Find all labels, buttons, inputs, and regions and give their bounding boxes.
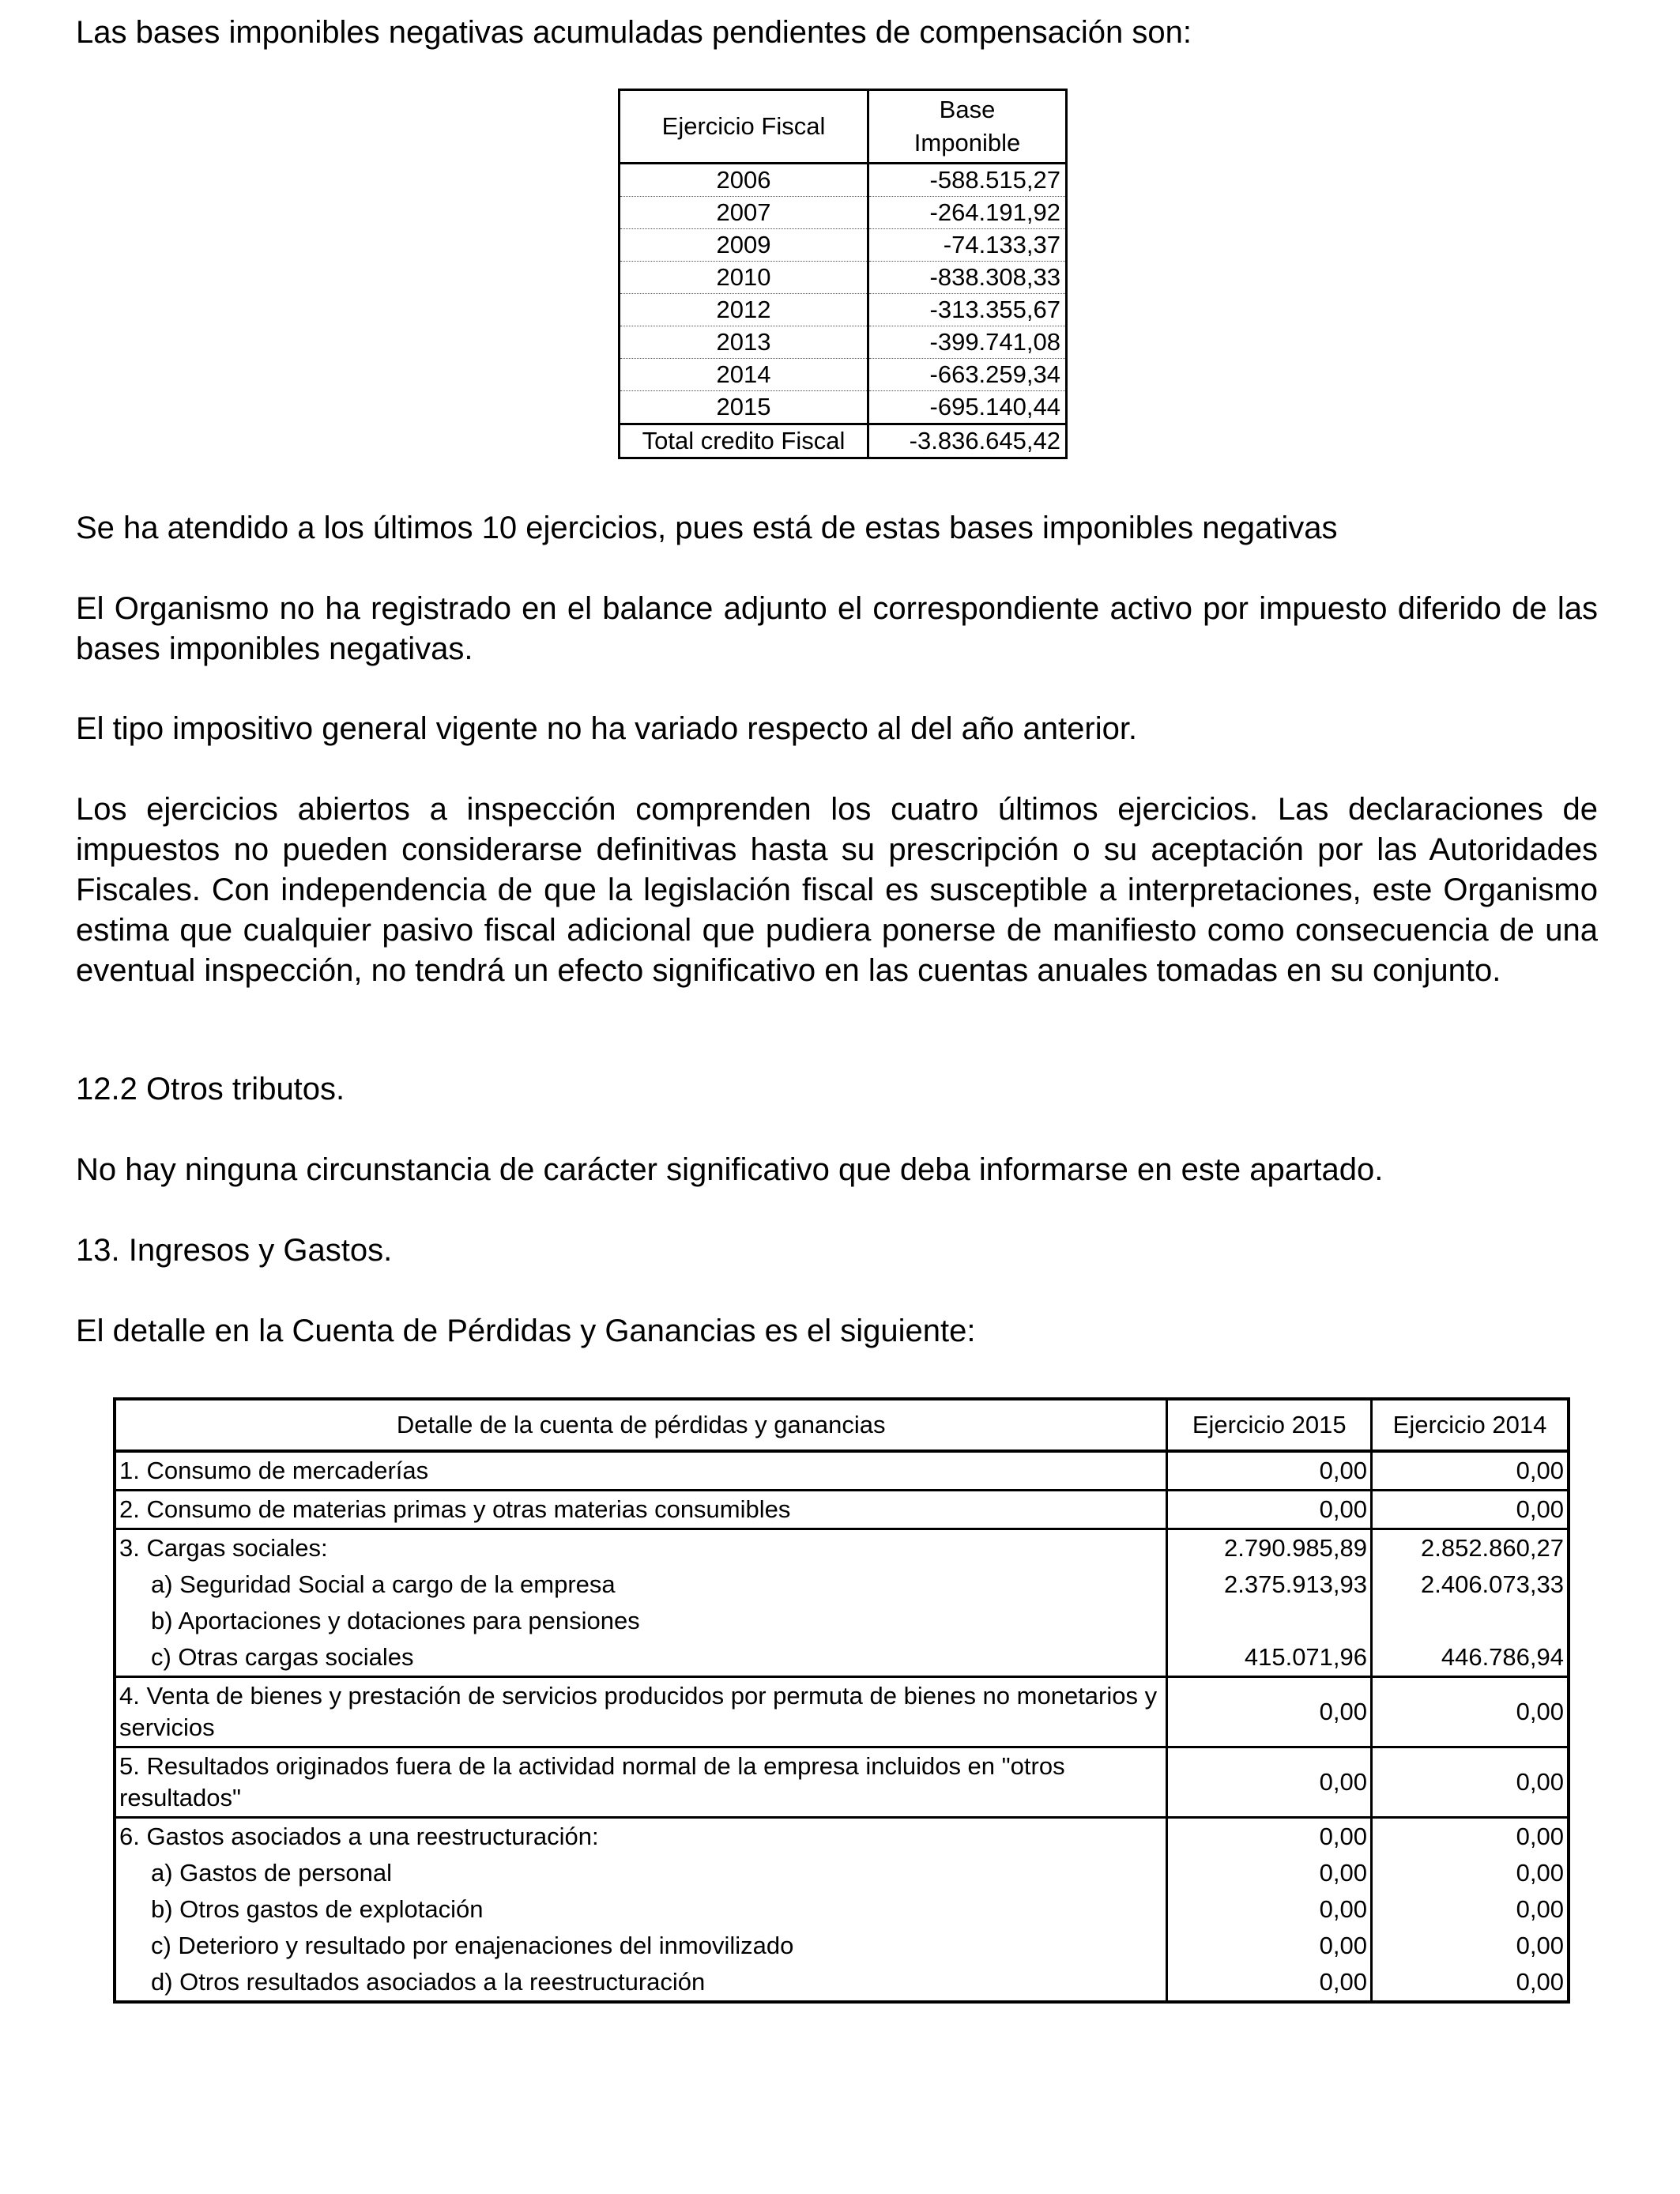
- detail-table-row: [115, 1639, 1569, 1677]
- detail-value-2014: 0,00: [1516, 1457, 1564, 1484]
- bases-imponibles-table: [618, 89, 1068, 459]
- bases-table-row: [620, 326, 1067, 359]
- detail-description: b) Aportaciones y dotaciones para pensiones: [115, 1603, 1167, 1639]
- ejercicio-year: 2013: [620, 326, 868, 359]
- bases-table-row: [620, 197, 1067, 229]
- total-label: Total credito Fiscal: [620, 424, 868, 458]
- detail-value-2014: 0,00: [1372, 1491, 1569, 1529]
- detail-value-2015: 0,00: [1167, 1891, 1372, 1928]
- detail-description: a) Gastos de personal: [115, 1855, 1167, 1891]
- ejercicio-year: 2012: [620, 294, 868, 326]
- detail-table-row: [115, 1566, 1569, 1603]
- base-imponible-value: -264.191,92: [868, 197, 1067, 229]
- detail-value-2015: 0,00: [1167, 1491, 1372, 1529]
- ejercicio-year: 2015: [620, 391, 868, 424]
- detail-description: c) Deterioro y resultado por enajenaciones del inmovilizado: [115, 1928, 1167, 1964]
- header-base-imponible: [868, 90, 1067, 164]
- detail-description: 4. Venta de bienes y prestación de servicios producidos por permuta de bienes no monetarios y servicios: [115, 1677, 1167, 1747]
- bases-table-body: [620, 164, 1067, 458]
- ejercicio-year: 2007: [620, 197, 868, 229]
- detail-value-2015: 0,00: [1167, 1747, 1372, 1818]
- detail-value-2014: 0,00: [1516, 1968, 1564, 1996]
- detail-value-2014: 0,00: [1372, 1747, 1569, 1818]
- detail-value-2015: 0,00: [1167, 1677, 1372, 1747]
- detalle-paragraph: El detalle en la Cuenta de Pérdidas y Ganancias es el siguiente:: [76, 1314, 976, 1348]
- detalle-perdidas-ganancias-table: [113, 1397, 1570, 2004]
- detail-value-2015: 0,00: [1167, 1964, 1372, 2002]
- detail-description: 6. Gastos asociados a una reestructuración:: [115, 1818, 1167, 1856]
- base-imponible-value: -838.308,33: [868, 262, 1067, 294]
- bases-table-row: [620, 164, 1067, 197]
- total-value: -3.836.645,42: [868, 424, 1067, 458]
- detail-value-2015: 2.375.913,93: [1167, 1566, 1372, 1603]
- detail-value-2014: 0,00: [1372, 1818, 1569, 1856]
- header-base-line1: Base: [939, 96, 996, 123]
- header-detalle: Detalle de la cuenta de pérdidas y ganancias: [115, 1399, 1167, 1451]
- detail-value-2015: 0,00: [1167, 1451, 1372, 1491]
- bases-table-row: [620, 391, 1067, 424]
- detail-description: a) Seguridad Social a cargo de la empresa: [115, 1566, 1167, 1603]
- detail-value-2014: 2.406.073,33: [1420, 1570, 1564, 1598]
- detail-table-row: [115, 1677, 1569, 1747]
- detail-value-2014: 0,00: [1516, 1859, 1564, 1887]
- header-ejercicio-2014: Ejercicio 2014: [1372, 1399, 1569, 1451]
- detail-value-2014: [1372, 1603, 1569, 1639]
- detail-description: 3. Cargas sociales:: [115, 1529, 1167, 1567]
- detail-table-row: [115, 1603, 1569, 1639]
- detail-description: c) Otras cargas sociales: [115, 1639, 1167, 1677]
- ejercicio-year: 2006: [620, 164, 868, 197]
- ejercicio-year: 2014: [620, 359, 868, 391]
- bases-table-row: [620, 294, 1067, 326]
- detail-table-row: [115, 1747, 1569, 1818]
- ejercicio-year: 2010: [620, 262, 868, 294]
- bases-table-row: [620, 262, 1067, 294]
- detail-description: d) Otros resultados asociados a la reestructuración: [115, 1964, 1167, 2002]
- bases-table-row: [620, 229, 1067, 262]
- detail-table-row: [115, 1891, 1569, 1928]
- ejercicios-paragraph: Los ejercicios abiertos a inspección comprenden los cuatro últimos ejercicios. Las declaraciones de impuestos no pueden considerarse definitivas hasta su prescripción o su aceptación por las Autoridades Fiscales. Con independencia de que la legislación fiscal es susceptible a interpretaciones, este Organismo estima que cualquier pasivo fiscal adicional que pudiera ponerse de manifiesto como consecuencia de una eventual inspección, no tendrá un efecto significativo en las cuentas anuales tomadas en su conjunto.: [76, 792, 1598, 988]
- detail-table-row: [115, 1529, 1569, 1567]
- section-heading-13: 13. Ingresos y Gastos.: [76, 1233, 393, 1268]
- detail-description: 2. Consumo de materias primas y otras materias consumibles: [115, 1491, 1167, 1529]
- bases-table-row: [620, 359, 1067, 391]
- nohay-paragraph: No hay ninguna circunstancia de carácter significativo que deba informarse en este apartado.: [76, 1152, 1384, 1187]
- detail-value-2014: 446.786,94: [1441, 1643, 1564, 1671]
- organismo-paragraph: El Organismo no ha registrado en el balance adjunto el correspondiente activo por impuesto diferido de las bases imponibles negativas.: [76, 591, 1598, 666]
- ejercicio-year: 2009: [620, 229, 868, 262]
- detail-value-2014: 0,00: [1372, 1677, 1569, 1747]
- header-ejercicio-fiscal: Ejercicio Fiscal: [620, 90, 868, 164]
- detail-value-2015: 2.790.985,89: [1167, 1529, 1372, 1567]
- base-imponible-value: -313.355,67: [868, 294, 1067, 326]
- detail-value-2015: 0,00: [1167, 1818, 1372, 1856]
- base-imponible-value: -695.140,44: [868, 391, 1067, 424]
- detail-value-2015: 415.071,96: [1167, 1639, 1372, 1677]
- section-heading-12-2: 12.2 Otros tributos.: [76, 1072, 345, 1106]
- detail-value-2015: 0,00: [1167, 1855, 1372, 1891]
- bases-total-row: [620, 424, 1067, 458]
- header-base-line2: Imponible: [913, 129, 1021, 156]
- bases-table-header-row: [620, 90, 1067, 164]
- detail-description: b) Otros gastos de explotación: [115, 1891, 1167, 1928]
- intro-paragraph: Las bases imponibles negativas acumuladas pendientes de compensación son:: [76, 15, 1192, 50]
- base-imponible-value: -663.259,34: [868, 359, 1067, 391]
- atendido-paragraph: Se ha atendido a los últimos 10 ejercicios, pues está de estas bases imponibles negativas: [76, 511, 1338, 545]
- base-imponible-value: -74.133,37: [868, 229, 1067, 262]
- detail-value-2015: [1167, 1603, 1372, 1639]
- detail-table-row: [115, 1928, 1569, 1964]
- detail-value-2014: 0,00: [1516, 1932, 1564, 1959]
- tipo-paragraph: El tipo impositivo general vigente no ha variado respecto al del año anterior.: [76, 711, 1138, 746]
- detail-description: 1. Consumo de mercaderías: [115, 1451, 1167, 1491]
- detail-table-row: [115, 1964, 1569, 2002]
- detail-table-header-row: [115, 1399, 1569, 1451]
- detail-table-row: [115, 1451, 1569, 1491]
- detail-value-2015: 0,00: [1167, 1928, 1372, 1964]
- header-ejercicio-2015: Ejercicio 2015: [1167, 1399, 1372, 1451]
- detail-table-row: [115, 1491, 1569, 1529]
- detail-value-2014: 0,00: [1516, 1895, 1564, 1923]
- detail-value-2014: 2.852.860,27: [1372, 1529, 1569, 1567]
- detail-table-body: [115, 1451, 1569, 2002]
- detail-description: 5. Resultados originados fuera de la actividad normal de la empresa incluidos en "otros resultados": [115, 1747, 1167, 1818]
- detail-table-row: [115, 1818, 1569, 1856]
- detail-table-row: [115, 1855, 1569, 1891]
- base-imponible-value: -588.515,27: [868, 164, 1067, 197]
- base-imponible-value: -399.741,08: [868, 326, 1067, 359]
